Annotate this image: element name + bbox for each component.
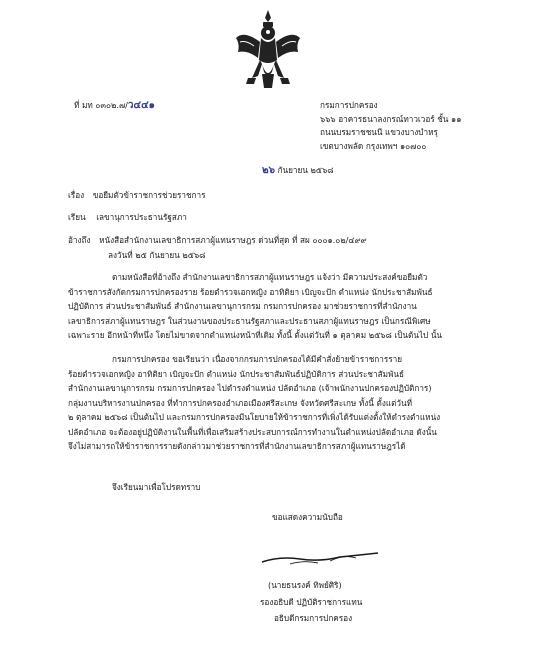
paragraph-line: ปฏิบัติการ ส่วนประชาสัมพันธ์ สำนักงานเลขานุการกรม กรมการปกครอง มาช่วยราชการที่สำนักงาน: [68, 301, 417, 311]
signatory-title: รองอธิบดี ปฏิบัติราชการแทน: [260, 597, 363, 607]
addressee-line: [68, 212, 187, 223]
date-month-year: กันยายน ๒๕๖๘: [277, 165, 334, 175]
paragraph-line: กรมการปกครอง ขอเรียนว่า เนื่องจากกรมการปกครองได้มีคำสั่งย้ายข้าราชการราย: [112, 354, 403, 364]
reference-date: ลงวันที่ ๒๕ กันยายน ๒๕๖๘: [108, 250, 206, 260]
addressee-text: เลขานุการประธานรัฐสภา: [96, 212, 187, 222]
document-number-prefix: ที่ มท ๐๓๐๒.๗/: [74, 100, 128, 110]
signatory-name: (นายธนรงค์ ทิพย์ศิริ): [268, 580, 342, 590]
issuer-org: กรมการปกครอง: [320, 100, 378, 110]
reference-line: [68, 235, 367, 246]
signatory-title: อธิบดีกรมการปกครอง: [274, 613, 353, 623]
subject-label: เรื่อง: [68, 190, 85, 200]
body-paragraph-2: [68, 352, 478, 454]
paragraph-line: ๒ ตุลาคม ๒๕๖๘ เป็นต้นไป และกรมการปกครองมีนโยบายให้ข้าราชการที่เพิ่งได้รับแต่งตั้งให้ดำรงตำแหน่ง: [68, 412, 441, 422]
paragraph-line: ร้อยตำรวจเอกหญิง อาทิติยา เบิญจะปัก ตำแหน่ง นักประชาสัมพันธ์ปฏิบัติการ ส่วนประชาสัมพันธ์: [68, 368, 404, 379]
address-line: ถนนบรมราชชนนี แขวงบางบำหรุ: [320, 127, 438, 137]
subject-line: [68, 190, 206, 201]
subject-text: ขอยืมตัวข้าราชการช่วยราชการ: [92, 190, 206, 200]
paragraph-line: เฉพาะราย อีกหน้าที่หนึ่ง โดยไม่ขาดจากตำแหน่งหน้าที่เดิม ทั้งนี้ ตั้งแต่วันที่ ๑ ตุลาคม ๒๕๖๘ เป็นต้นไป นั้น: [68, 330, 443, 340]
date-day-handwritten: ๒๖: [262, 165, 275, 176]
paragraph-line: สำนักงานเลขานุการกรม กรมการปกครอง ไปดำรงตำแหน่ง ปลัดอำเภอ (เจ้าพนักงานปกครองปฏิบัติการ): [68, 383, 432, 393]
garuda-emblem-icon: [232, 8, 304, 94]
body-paragraph-1: [68, 270, 478, 343]
reference-text: หนังสือสำนักงานเลขาธิการสภาผู้แทนราษฎร ด่วนที่สุด ที่ สผ ๐๐๐๑.๐๒/๔๙๙: [99, 235, 367, 245]
signature-icon: [260, 542, 380, 578]
document-number: [74, 100, 155, 111]
addressee-label: เรียน: [68, 212, 86, 222]
paragraph-line: กลุ่มงานบริหารงานปกครอง ที่ทำการปกครองอำเภอเมืองศรีสะเกษ จังหวัดศรีสะเกษ ทั้งนี้ ตั้งแต่วันที่: [68, 397, 413, 408]
closing-request: จึงเรียนมาเพื่อโปรดทราบ: [112, 482, 201, 492]
paragraph-line: เลขาธิการสภาผู้แทนราษฎร ในส่วนงานของประธานรัฐสภาและประธานสภาผู้แทนราษฎร เป็นกรณีพิเศษ: [68, 315, 431, 326]
address-line: เขตบางพลัด กรุงเทพฯ ๑๐๗๐๐: [320, 140, 427, 151]
document-number-handwritten: ว๔๔๑: [127, 100, 156, 111]
address-line: ๖๖๖ อาคารธนาลงกรณ์ทาวเวอร์ ชั้น ๑๑: [320, 113, 462, 124]
paragraph-line: ข้าราชการสังกัดกรมการปกครองราย ร้อยตำรวจเอกหญิง อาทิติยา เบิญจะปัก ตำแหน่ง นักประชาสัมพันธ์: [68, 286, 433, 297]
letter-date: [262, 165, 334, 176]
paragraph-line: ตามหนังสือที่อ้างถึง สำนักงานเลขาธิการสภาผู้แทนราษฎร แจ้งว่า มีความประสงค์ขอยืมตัว: [112, 272, 428, 282]
paragraph-line: จึงไม่สามารถให้ข้าราชการรายดังกล่าวมาช่วยราชการที่สำนักงานเลขาธิการสภาผู้แทนราษฎรได้: [68, 441, 406, 451]
reference-label: อ้างถึง: [68, 235, 91, 245]
salutation: ขอแสดงความนับถือ: [272, 512, 343, 522]
issuer-address: [320, 99, 461, 153]
paragraph-line: ปลัดอำเภอ จะต้องอยู่ปฏิบัติงานในพื้นที่เพื่อเสริมสร้างประสบการณ์การทำงานในตำแหน่งปลัดอำเภอ ดังนั้น: [68, 426, 437, 437]
